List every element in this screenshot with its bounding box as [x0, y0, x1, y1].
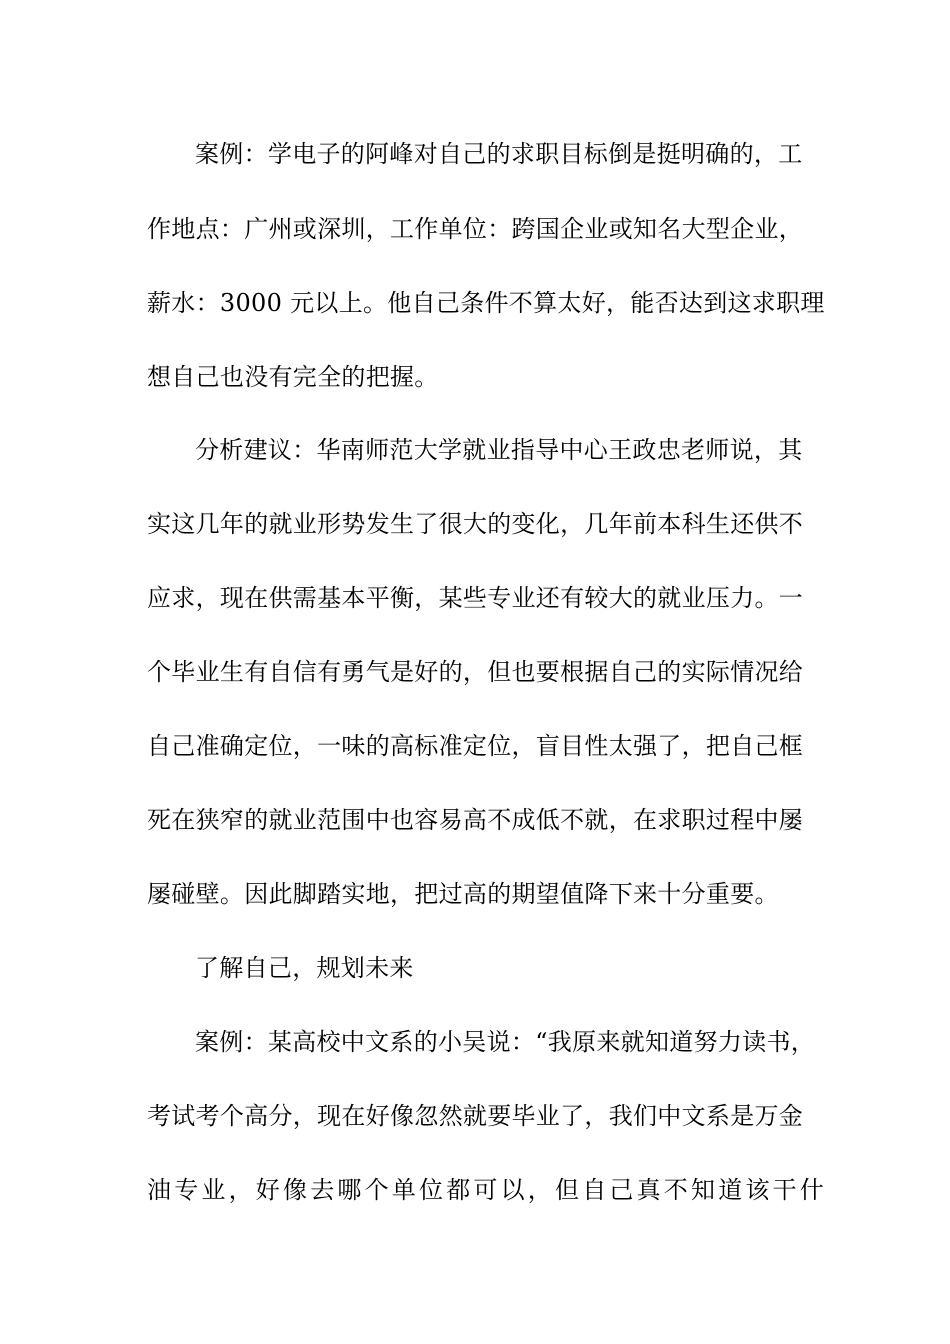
paragraph-line: 屡碰壁。因此脚踏实地，把过高的期望值降下来十分重要。: [147, 880, 779, 908]
paragraph-line: 薪水：3000 元以上。他自己条件不算太好，能否达到这求职理: [147, 289, 825, 317]
paragraph-line: 案例：某高校中文系的小吴说：“我原来就知道努力读书，: [195, 1028, 816, 1056]
section-heading: 了解自己，规划未来: [195, 954, 414, 982]
paragraph-line: 死在狭窄的就业范围中也容易高不成低不就，在求职过程中屡: [147, 806, 804, 834]
paragraph-line: 个毕业生有自信有勇气是好的，但也要根据自己的实际情况给: [147, 658, 804, 686]
paragraph-line: 作地点：广州或深圳，工作单位：跨国企业或知名大型企业，: [147, 215, 804, 243]
paragraph-line: 自己准确定位，一味的高标准定位，盲目性太强了，把自己框: [147, 732, 804, 760]
paragraph-line: 想自己也没有完全的把握。: [147, 363, 439, 391]
paragraph-line: 实这几年的就业形势发生了很大的变化，几年前本科生还供不: [147, 510, 804, 538]
paragraph-line: 油专业，好像去哪个单位都可以，但自己真不知道该干什: [147, 1176, 827, 1204]
paragraph-line: 考试考个高分，现在好像忽然就要毕业了，我们中文系是万金: [147, 1102, 804, 1130]
paragraph-line: 应求，现在供需基本平衡，某些专业还有较大的就业压力。一: [147, 584, 804, 612]
paragraph-line: 分析建议：华南师范大学就业指导中心王政忠老师说，其: [195, 436, 803, 464]
paragraph-line: 案例：学电子的阿峰对自己的求职目标倒是挺明确的，工: [195, 140, 803, 168]
